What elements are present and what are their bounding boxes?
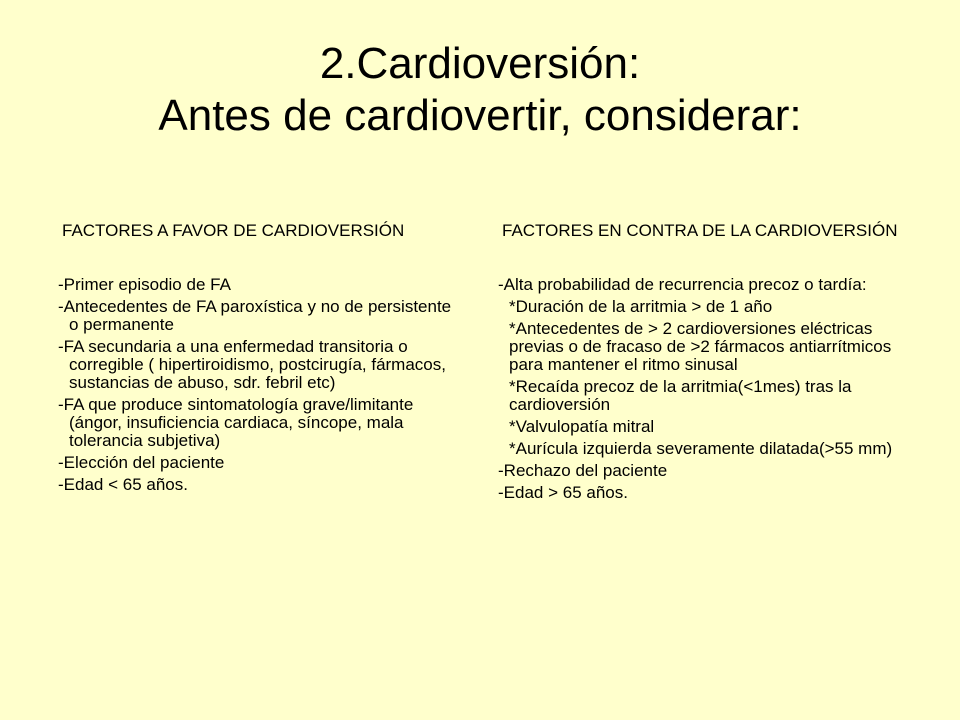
contra-subitem: *Aurícula izquierda severamente dilatada(>55 mm) — [509, 439, 893, 458]
favor-item: -FA secundaria a una enfermedad transitoria o corregible ( hipertiroidismo, postcirugía, fármacos, sustancias de abuso, sdr. febril etc) — [58, 337, 446, 392]
favor-item: -Elección del paciente — [58, 453, 225, 472]
contra-subitem: *Recaída precoz de la arritmia(<1mes) tras la cardioversión — [509, 377, 852, 414]
favor-item: -Edad < 65 años. — [58, 475, 188, 494]
slide-title — [0, 38, 960, 142]
slide-title-line-2: Antes de cardiovertir, considerar: — [158, 91, 802, 140]
contra-subitem: *Valvulopatía mitral — [509, 417, 655, 436]
contra-item: -Rechazo del paciente — [498, 461, 668, 480]
slide-title-line-1: 2.Cardioversión: — [319, 39, 641, 88]
favor-item: -Primer episodio de FA — [58, 275, 231, 294]
contra-item: -Alta probabilidad de recurrencia precoz o tardía: — [498, 275, 867, 294]
contra-header: FACTORES EN CONTRA DE LA CARDIOVERSIÓN — [502, 221, 898, 240]
contra-item: -Edad > 65 años. — [498, 483, 628, 502]
favor-item: -FA que produce sintomatología grave/limitante (ángor, insuficiencia cardiaca, síncope, mala tolerancia subjetiva) — [58, 395, 414, 450]
contra-subitem: *Antecedentes de > 2 cardioversiones eléctricas previas o de fracaso de >2 fármacos antiarrítmicos para mantener el ritmo sinusal — [509, 319, 892, 374]
favor-header: FACTORES A FAVOR DE CARDIOVERSIÓN — [62, 221, 405, 240]
favor-column — [58, 222, 458, 498]
favor-item: -Antecedentes de FA paroxística y no de persistente o permanente — [58, 297, 452, 334]
contra-column — [498, 222, 908, 506]
contra-subitem: *Duración de la arritmia > de 1 año — [509, 297, 773, 316]
